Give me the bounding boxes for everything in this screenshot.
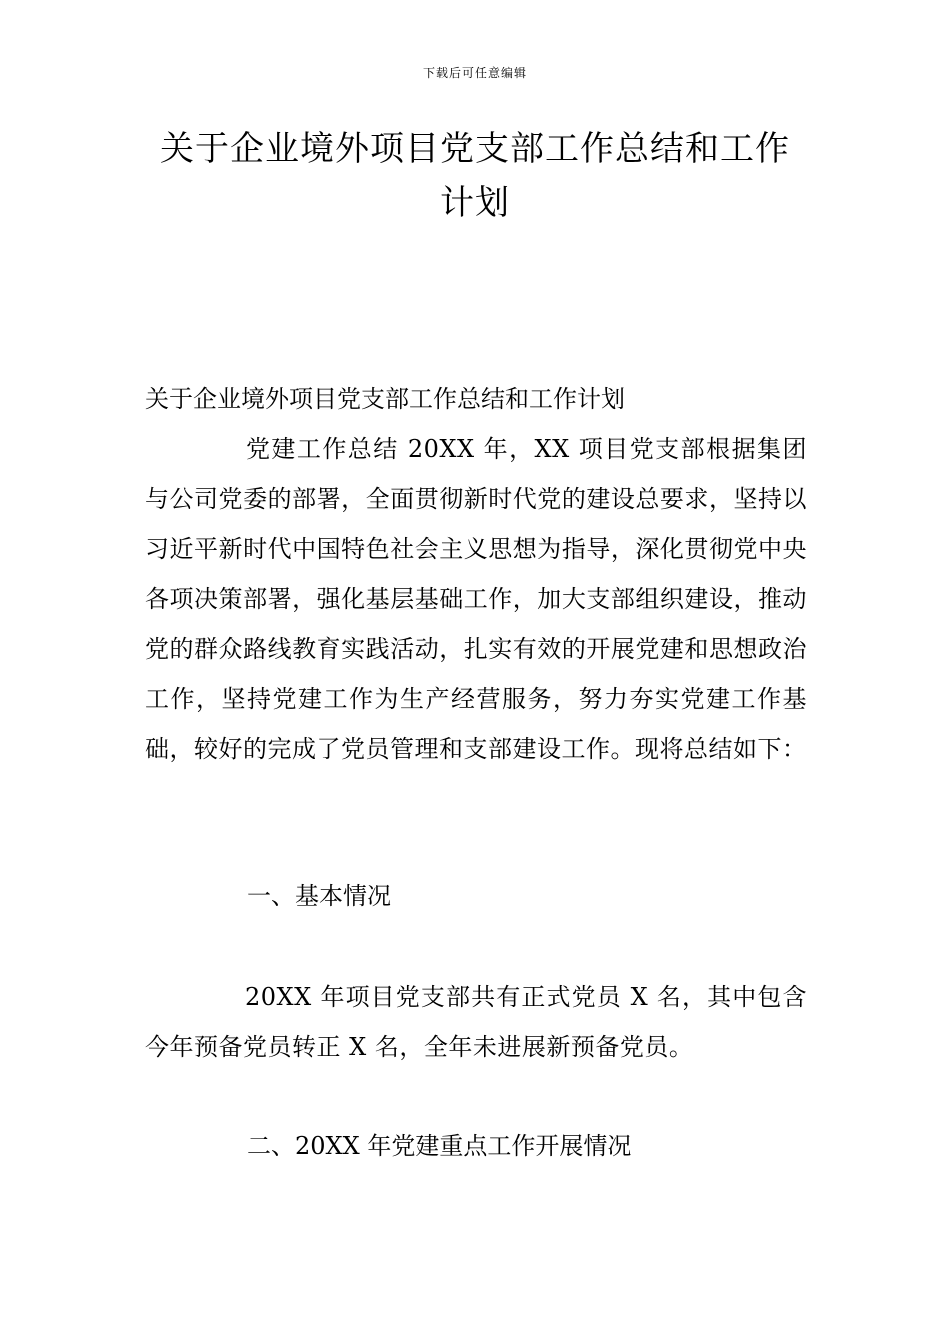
section-heading-one-block: [145, 871, 807, 921]
summary-paragraph-block: [145, 424, 807, 774]
members-paragraph-text: 20XX 年项目党支部共有正式党员 X 名，其中包含今年预备党员转正 X 名，全年未进展新预备党员。: [145, 983, 807, 1061]
document-title: 关于企业境外项目党支部工作总结和工作计划: [160, 129, 790, 223]
members-paragraph-block: [145, 972, 807, 1072]
header-note: 下载后可任意编辑: [422, 66, 527, 80]
subtitle-line: 关于企业境外项目党支部工作总结和工作计划: [145, 385, 625, 413]
members-paragraph: [145, 972, 807, 1072]
summary-paragraph-text: 党建工作总结 20XX 年，XX 项目党支部根据集团与公司党委的部署，全面贯彻新时代党的建设总要求，坚持以习近平新时代中国特色社会主义思想为指导，深化贯彻党中央各项决策部署，强化基层基础工作，加大支部组织建设，推动党的群众路线教育实践活动，扎实有效的开展党建和思想政治工作，坚持党建工作为生产经营服务，努力夯实党建工作基础，较好的完成了党员管理和支部建设工作。现将总结如下：: [145, 435, 807, 763]
section-heading-one-text: 一、基本情况: [247, 882, 391, 910]
section-heading-one: [145, 871, 807, 921]
subtitle-block: [145, 374, 807, 424]
section-heading-two: [145, 1121, 807, 1171]
summary-paragraph: [145, 424, 807, 774]
section-heading-two-block: [145, 1121, 807, 1171]
section-heading-two-text: 二、20XX 年党建重点工作开展情况: [247, 1132, 632, 1160]
